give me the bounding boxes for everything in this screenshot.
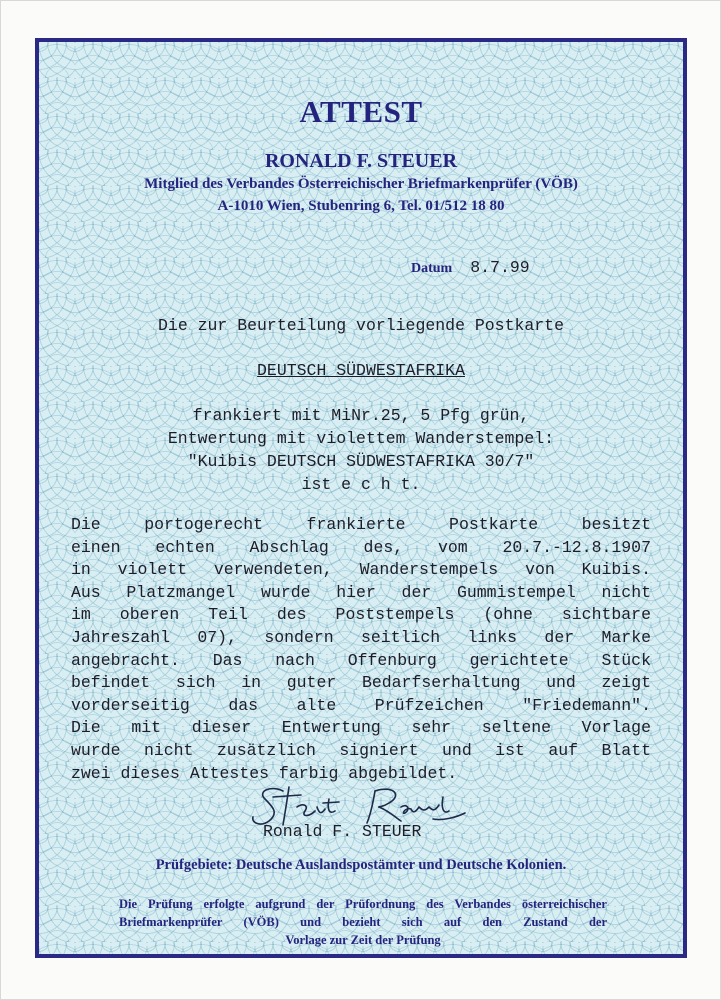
date-row xyxy=(411,258,530,277)
franking-line: frankiert mit MiNr.25, 5 Pfg grün, xyxy=(192,406,530,425)
membership-line: Mitglied des Verbandes Österreichischer Briefmarkenprüfer (VÖB) xyxy=(144,176,578,192)
certificate-title: ATTEST xyxy=(299,94,423,129)
description-line: einen echten Abschlag des, vom 20.7.-12.8.1907 xyxy=(71,537,651,557)
country-line: DEUTSCH SÜDWESTAFRIKA xyxy=(257,361,465,380)
certificate-panel xyxy=(35,38,687,958)
date-value: 8.7.99 xyxy=(470,258,530,277)
description-line: befindet sich in guter Bedarfserhaltung und zeigt xyxy=(71,673,651,693)
footer-note xyxy=(119,895,607,949)
cancellation-text-line: "Kuibis DEUTSCH SÜDWESTAFRIKA 30/7" xyxy=(187,452,535,471)
signer-name: Ronald F. STEUER xyxy=(263,822,422,841)
footer-line: Vorlage zur Zeit der Prüfung xyxy=(285,933,441,947)
description-line: wurde nicht zusätzlich signiert und ist auf Blatt xyxy=(71,740,651,760)
verdict-line: ist e c h t. xyxy=(301,475,421,494)
description-paragraph xyxy=(71,514,651,785)
cancellation-line: Entwertung mit violettem Wanderstempel: xyxy=(167,429,555,448)
intro-line: Die zur Beurteilung vorliegende Postkarte xyxy=(158,316,564,335)
description-line: Aus Platzmangel wurde hier der Gummistempel nicht xyxy=(71,582,651,602)
footer-line: Die Prüfung erfolgte aufgrund der Prüfordnung des Verbandes österreichischer xyxy=(119,897,607,911)
description-line: Jahreszahl 07), sondern seitlich links der Marke xyxy=(71,627,651,647)
description-line: vorderseitig das alte Prüfzeichen "Friedemann". xyxy=(71,695,651,715)
date-label: Datum xyxy=(411,261,453,276)
description-line: Die mit dieser Entwertung sehr seltene Vorlage xyxy=(71,718,651,738)
description-line: in violett verwendeten, Wanderstempels von Kuibis. xyxy=(71,560,651,580)
description-line: zwei dieses Attestes farbig abgebildet. xyxy=(71,763,458,783)
examiner-name: RONALD F. STEUER xyxy=(264,150,458,172)
footer-line: Briefmarkenprüfer (VÖB) und bezieht sich auf den Zustand der xyxy=(119,915,607,929)
scope-line: Prüfgebiete: Deutsche Auslandspostämter und Deutsche Kolonien. xyxy=(155,857,567,873)
description-line: angebracht. Das nach Offenburg gerichtete Stück xyxy=(71,650,651,670)
description-line: Die portogerecht frankierte Postkarte besitzt xyxy=(71,515,651,534)
address-line: A-1010 Wien, Stubenring 6, Tel. 01/512 18 80 xyxy=(217,198,505,214)
description-line: im oberen Teil des Poststempels (ohne sichtbare xyxy=(71,605,651,625)
